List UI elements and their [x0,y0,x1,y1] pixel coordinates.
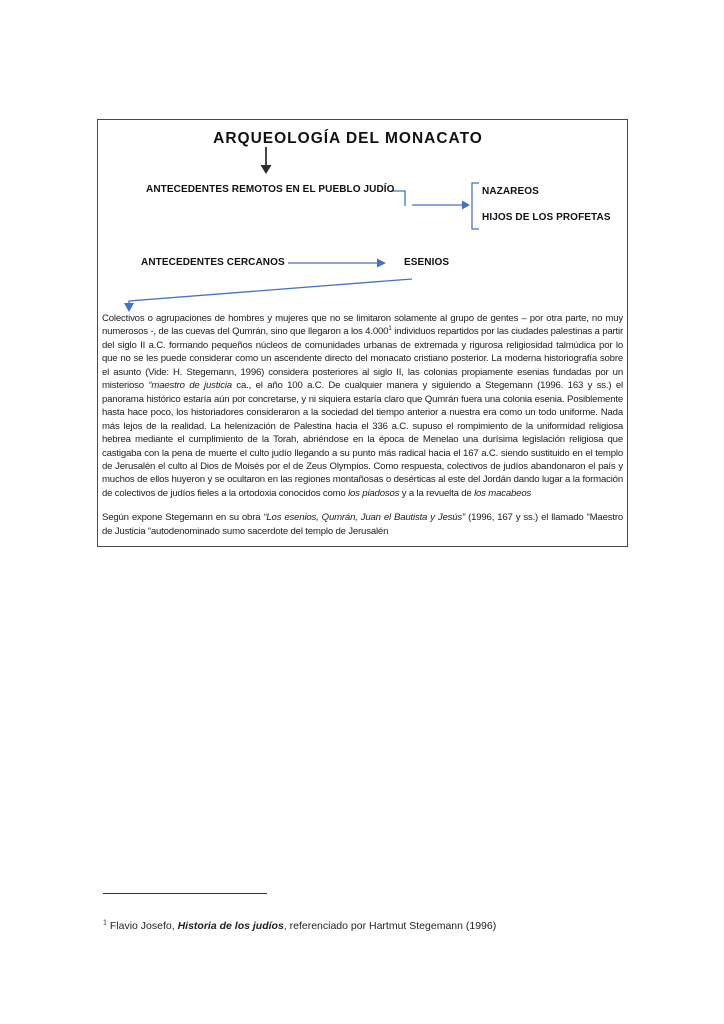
node-antecedentes-remotos: ANTECEDENTES REMOTOS EN EL PUEBLO JUDÍO [146,184,395,195]
italic-segment: los macabeos [474,487,532,499]
arrow-to-esenios-icon [288,259,386,268]
node-nazareos: NAZAREOS [482,186,539,197]
footnote-ref-marker: 1 [388,325,392,333]
text-segment: Según expone Stegemann en su obra [102,512,264,524]
italic-segment: “maestro de justicia [148,380,232,392]
paragraph-1 [102,312,623,500]
diagram-title: ARQUEOLOGÍA DEL MONACATO [213,130,483,147]
text-segment: y a la revuelta de [399,487,475,499]
bracket-icon [472,183,479,229]
arrow-to-paragraph-icon [124,279,412,312]
footnote [103,919,583,933]
footnote-number: 1 [103,918,107,927]
footnote-separator [103,893,267,894]
node-hijos-de-los-profetas: HIJOS DE LOS PROFETAS [482,212,611,223]
node-esenios: ESENIOS [404,257,450,268]
arrow-to-nazareos-icon [412,201,470,210]
text-segment: Colectivos o agrupaciones de hombres y mujeres que no se limitaron solamente al grupo de gentes – por otra parte, no muy numerosos -, de las cuevas del Qumrán, sino que llegaron a los 4.000 [102,313,623,338]
body-text [102,312,623,538]
text-segment: individuos repartidos por las ciudades palestinas a partir del siglo II a.C. formando pequeños núcleos de comunidades urbanas de extremada y rigurosa religiosidad talmúdica por lo que no se les puede considerar como un ascendente directo del monacato cristiano posterior. La moderna historiografía sobre el asunto (Vide: H. Stegemann, 1996) considera posteriores al siglo II, las colonias propiamente esenias fundadas por un misterioso [102,326,623,392]
footnote-text-segment: , referenciado por Hartmut Stegemann (1996) [283,920,497,932]
diagram-frame [97,119,628,547]
italic-segment: “Los esenios, Qumrán, Juan el Bautista y Jesús” [263,512,466,524]
footnote-book-title: Historia de los judíos [177,920,284,932]
down-arrow-icon [261,147,272,174]
node-antecedentes-cercanos: ANTECEDENTES CERCANOS [141,257,285,268]
italic-segment: los piadosos [348,487,400,499]
paragraph-2 [102,511,623,538]
text-segment: (1996, 167 y ss.) el llamado “Maestro de Justicia “autodenominado sumo sacerdote del templo de Jerusalén [102,512,623,537]
text-segment: ca., el año 100 a.C. De cualquier manera y siguiendo a Stegemann (1996. 163 y ss.) el panorama histórico estaría aún por concretarse, y ni siquiera estaría claro que Qumrán fuera una colonia esenia. Posiblemente hasta hace poco, los historiadores consideraron a la sociedad del tiempo anterior a nuestra era como un todo uniforme. Nada más lejos de la realidad. La helenización de Palestina hacia el 336 a.C. supuso el rompimiento de la uniformidad religiosa hebrea mediante el cumplimiento de la Torah, abriéndose en la época de Menelao una durísima legislación religiosa que castigaba con la pena de muerte el culto judío llegando a su punto más radical hacia el 167 a.C. siendo sustituido en el templo de Jerusalén el culto al Dios de Moisés por el de Zeus Olympios. Como respuesta, colectivos de judíos abandonaron el país y muchos de ellos huyeron y se ocultaron en las regiones montañosas o desérticas al este del Jordán dando lugar a la formación de colectivos de judíos fieles a la ortodoxia conocidos como [102,380,624,499]
footnote-text-segment: Flavio Josefo, [106,920,178,932]
